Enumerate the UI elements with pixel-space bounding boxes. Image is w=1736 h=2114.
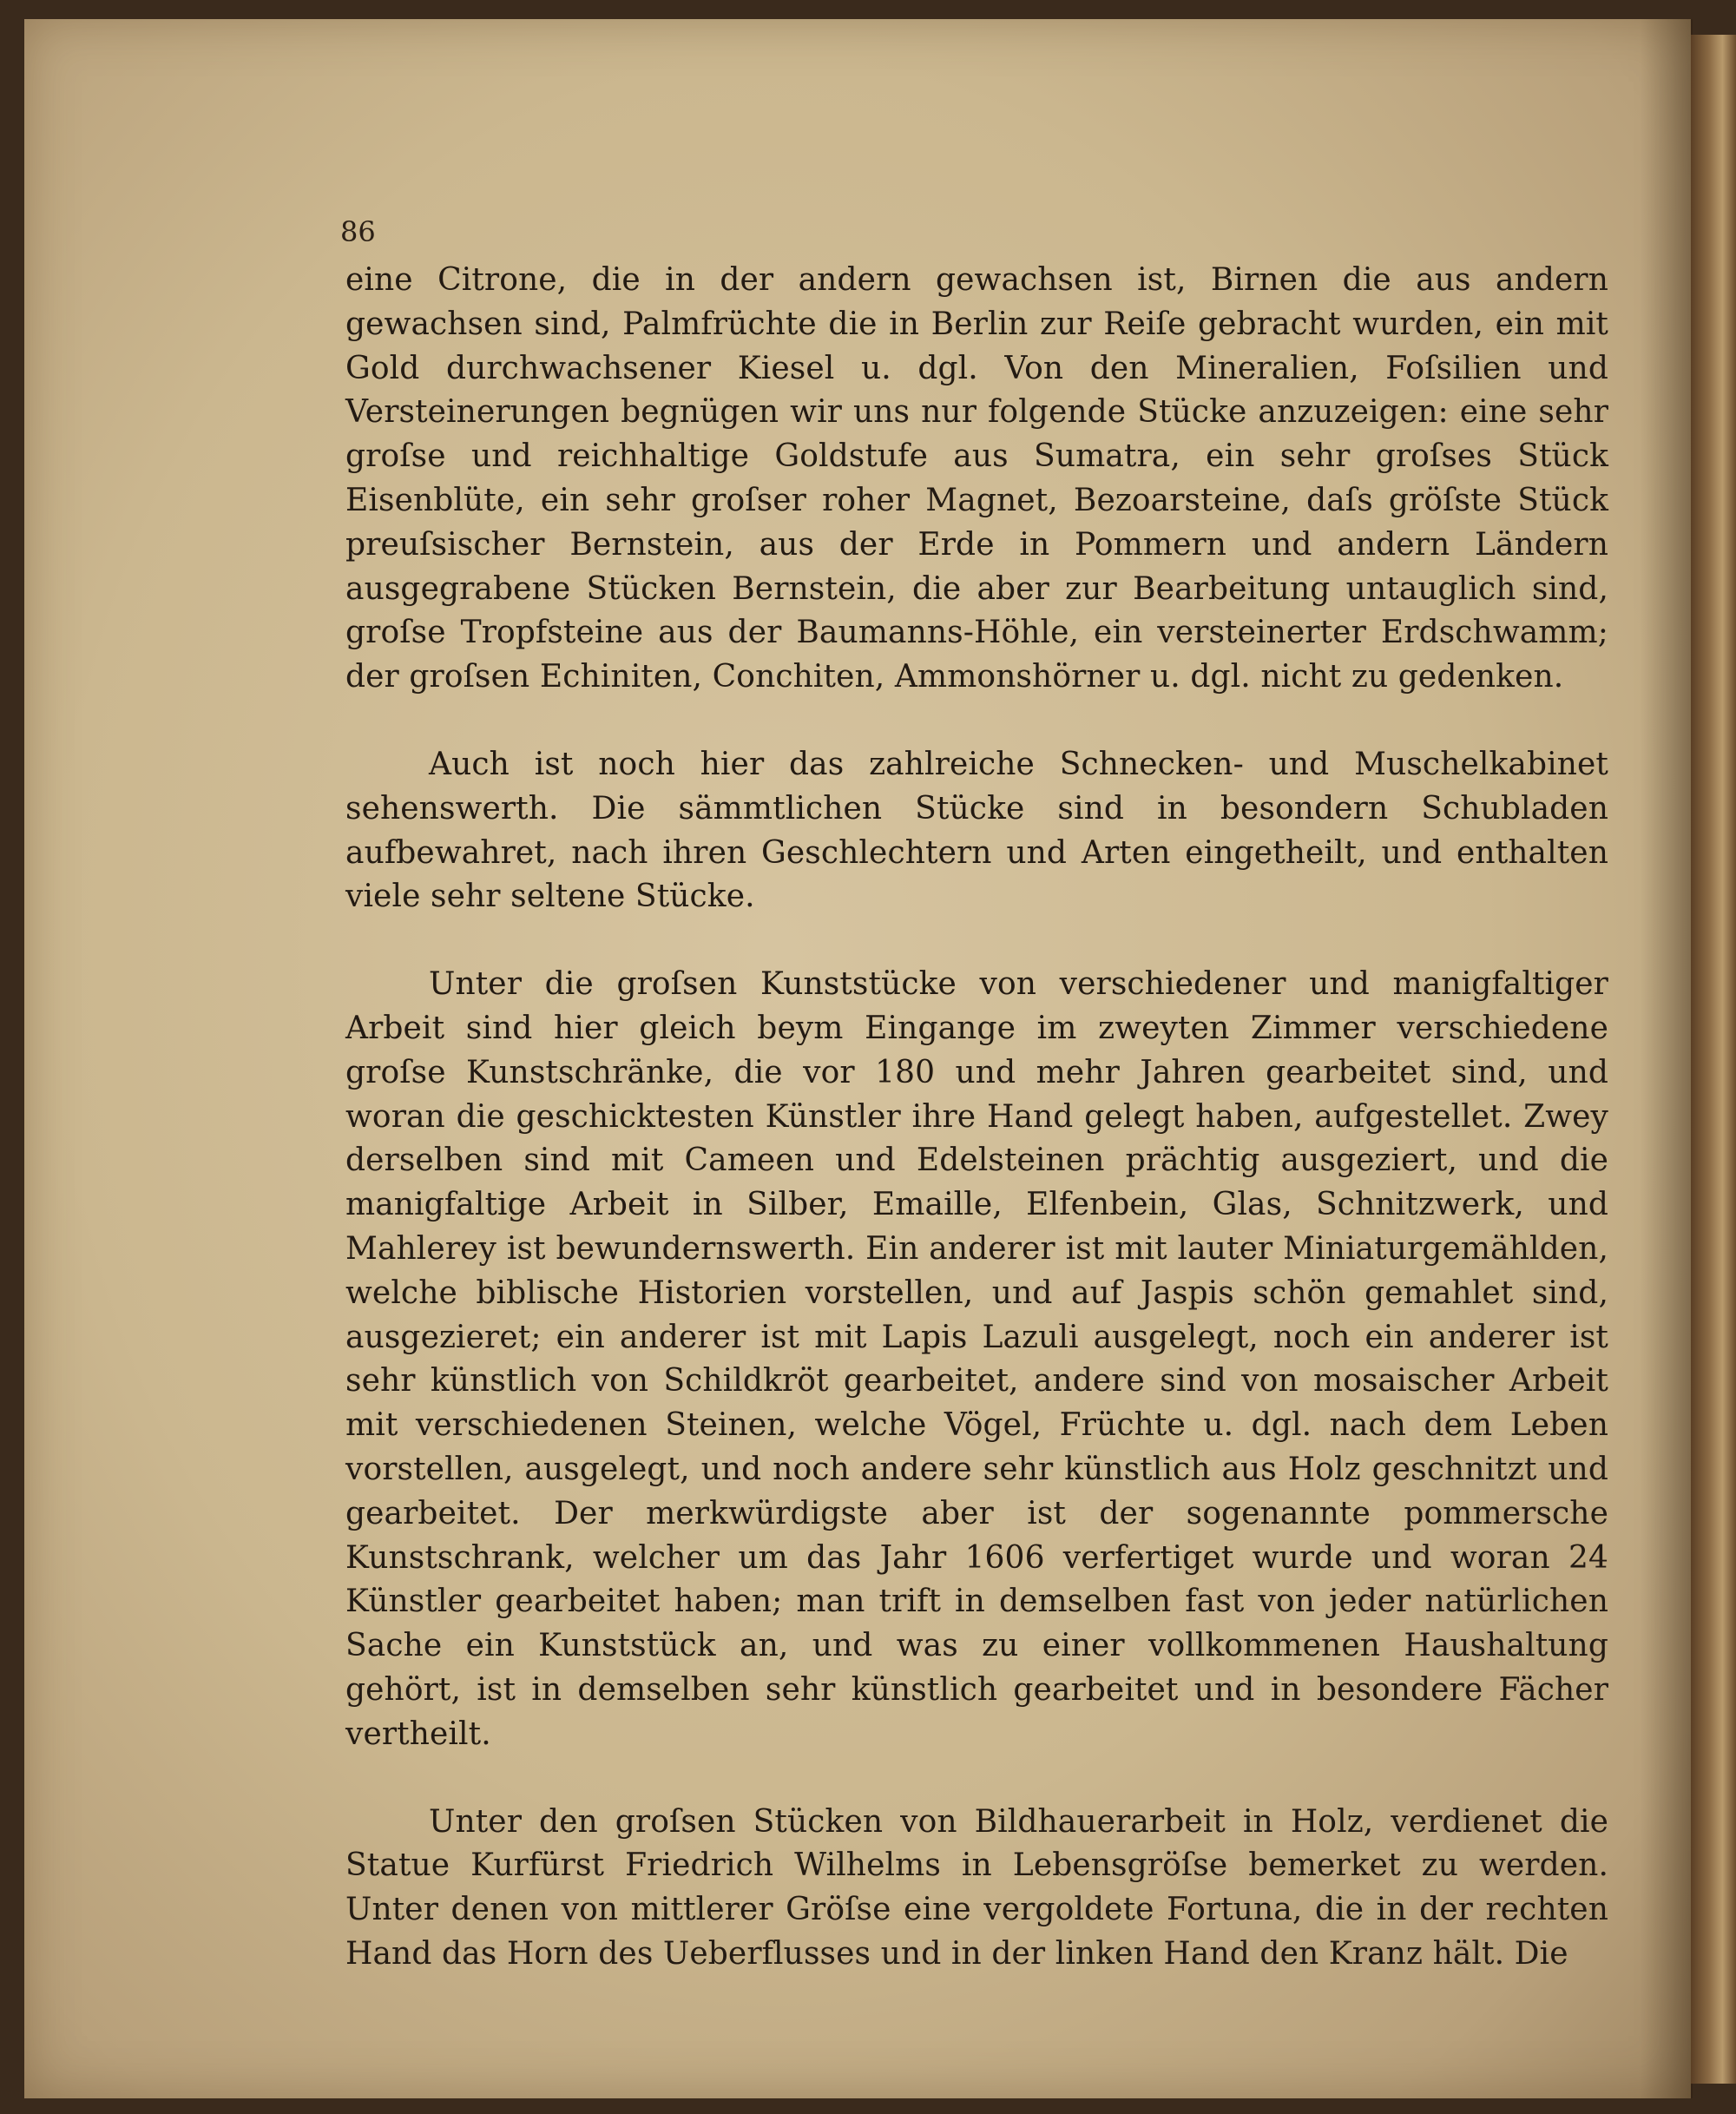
paragraph-1: eine Citrone, die in der andern gewachsen ist, Birnen die aus andern gewachsen sind, Palmfrüchte die in Berlin zur Reiſe gebracht wurden, ein mit Gold durchwachsener Kiesel u. dgl. Von den Mineralien, Foſsilien und Versteinerungen begnügen wir uns nur folgende Stücke anzuzeigen: eine sehr groſse und reichhaltige Goldstufe aus Sumatra, ein sehr groſses Stück Eisenblüte, ein sehr groſser roher Magnet, Bezoarsteine, daſs gröſste Stück preuſsischer Bernstein, aus der Erde in Pommern und andern Ländern ausgegrabene Stücken Bernstein, die aber zur Bearbeitung untauglich sind, groſse Tropfsteine aus der Baumanns-Höhle, ein versteinerter Erdschwamm; der groſsen Echiniten, Conchiten, Ammonshörner u. dgl. nicht zu gedenken. [345,262,1608,695]
paragraph-2: Auch ist noch hier das zahlreiche Schnecken- und Muschelkabinet sehenswerth. Die sämmtlichen Stücke sind in besondern Schubladen aufbewahret, nach ihren Geschlechtern und Arten eingetheilt, und enthalten viele sehr seltene Stücke. [345,746,1608,915]
paragraph-3: Unter die groſsen Kunststücke von verschiedener und manigfaltiger Arbeit sind hier gleich beym Eingange im zweyten Zimmer verschiedene groſse Kunstschränke, die vor 180 und mehr Jahren gearbeitet sind, und woran die geschicktesten Künstler ihre Hand gelegt haben, aufgestellet. Zwey derselben sind mit Cameen und Edelsteinen prächtig ausgeziert, und die manigfaltige Arbeit in Silber, Emaille, Elfenbein, Glas, Schnitzwerk, und Mahlerey ist bewundernswerth. Ein anderer ist mit lauter Miniaturgemählden, welche biblische Historien vorstellen, und auf Jaspis schön gemahlet sind, ausgezieret; ein anderer ist mit Lapis Lazuli ausgelegt, noch ein anderer ist sehr künstlich von Schildkröt gearbeitet, andere sind von mosaischer Arbeit mit verschiedenen Steinen, welche Vögel, Früchte u. dgl. nach dem Leben vorstellen, ausgelegt, und noch andere sehr künstlich aus Holz geschnitzt und gearbeitet. Der merkwürdigste aber ist der sogenannte pommersche Kunstschrank, welcher um das Jahr 1606 verfertiget wurde und woran 24 Künstler gearbeitet haben; man trift in demselben fast von jeder natürlichen Sache ein Kunststück an, und was zu einer vollkommenen Haushaltung gehört, ist in demselben sehr künstlich gearbeitet und in besondere Fächer vertheilt. [345,966,1608,1752]
page-number: 86 [340,215,376,248]
page-gutter-shadow [1641,19,1693,2098]
book-edge [1691,35,1736,2084]
paragraph-4: Unter den groſsen Stücken von Bildhauerarbeit in Holz, verdienet die Statue Kurfürst Friedrich Wilhelms in Lebensgröſse bemerket zu werden. Unter denen von mittlerer Gröſse eine vergoldete Fortuna, die in der rechten Hand das Horn des Ueberflusses und in der linken Hand den Kranz hält. Die [345,1803,1608,1972]
page-body [345,259,1608,1977]
